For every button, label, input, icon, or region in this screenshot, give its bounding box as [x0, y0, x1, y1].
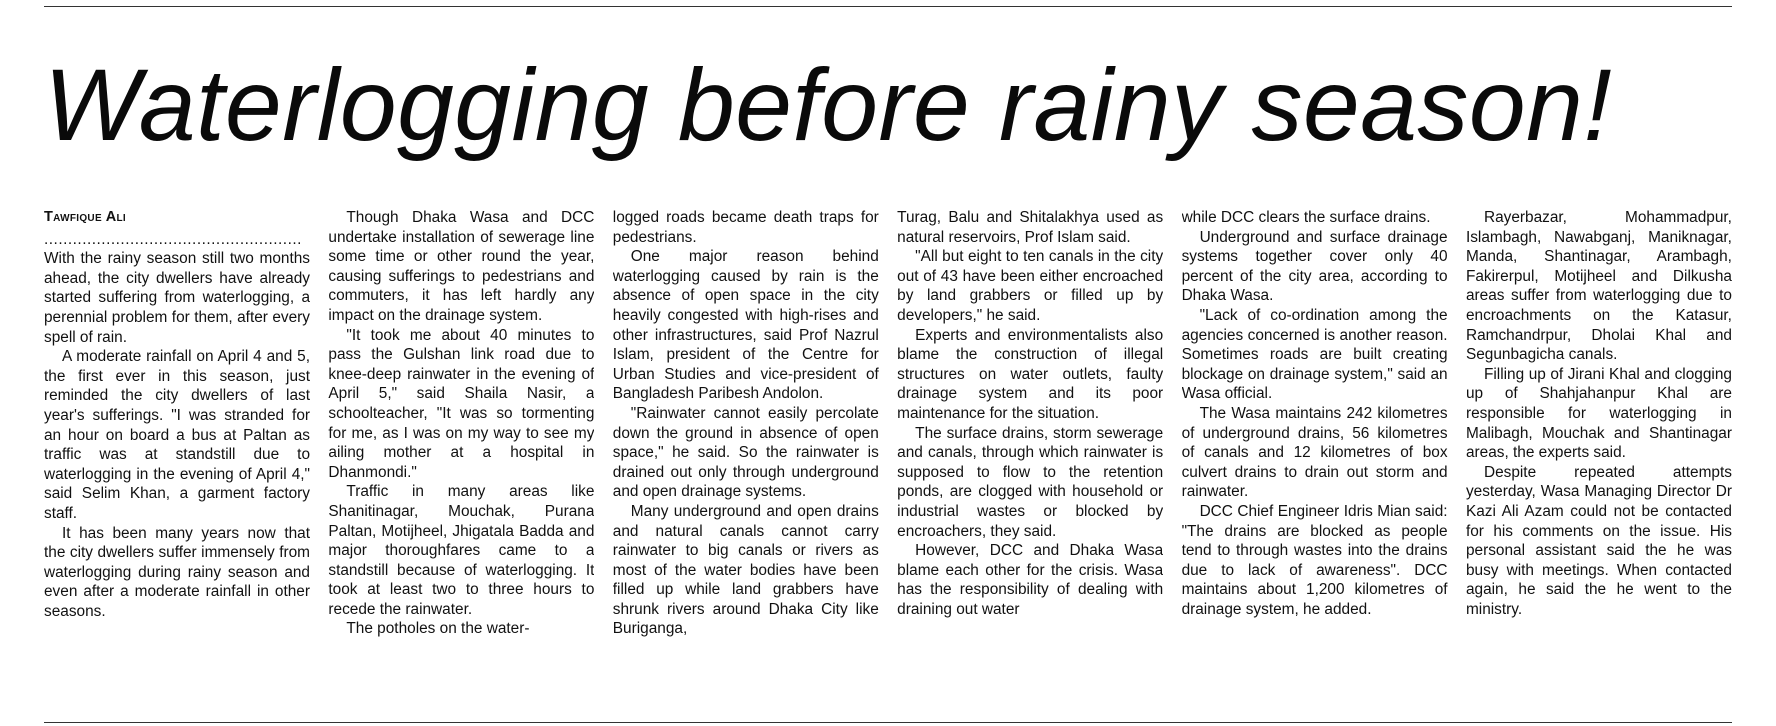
paragraph: Turag, Balu and Shitalakhya used as natural reservoirs, Prof Islam said. — [897, 209, 1164, 246]
paragraph: Despite repeated attempts yesterday, Wasa Managing Director Dr Kazi Ali Azam could not be contacted for his comments on the issue. His personal assistant said the he was busy with meetings. When contacted again, he said the he went to the ministry. — [1465, 463, 1732, 618]
paragraph: However, DCC and Dhaka Wasa blame each other for the crisis. Wasa has the responsibility of dealing with draining out water — [897, 542, 1164, 618]
article-column-4 — [897, 208, 1163, 692]
article-column-5 — [1182, 208, 1448, 692]
paragraph: Rayerbazar, Mohammadpur, Islambagh, Nawabganj, Maniknagar, Manda, Shantinagar, Arambagh, Fakirerpul, Motijheel and Dilkusha areas suffer from waterlogging due to encroachments on the Katasur, Ramchandrpur, Dholai Khal and Segunbagicha canals. — [1465, 209, 1732, 364]
article-column-1 — [44, 208, 310, 692]
paragraph: The Wasa maintains 242 kilometres of underground drains, 56 kilometres of canals and 12 kilometres of box culvert drains to drain out storm and rainwater. — [1181, 404, 1448, 501]
paragraph: One major reason behind waterlogging caused by rain is the absence of open space in the city heavily congested with high-rises and other infrastructures, said Prof Nazrul Islam, president of the Centre for Urban Studies and vice-president of Bangladesh Paribesh Andolon. — [612, 248, 879, 403]
byline: Tawfique Ali — [44, 209, 126, 225]
article-columns — [44, 208, 1732, 692]
paragraph: Filling up of Jirani Khal and clogging up of Shahjahanpur Khal are responsible for waterlogging in Malibagh, Mouchak and Shantinagar areas, the experts said. — [1465, 365, 1732, 462]
byline-separator: ...................................................... — [44, 230, 302, 248]
paragraph: A moderate rainfall on April 4 and 5, the first ever in this season, just reminded the city dwellers of last year's sufferings. "I was stranded for an hour on board a bus at Paltan as traffic was at standstill due to waterlogging in the evening of April 4," said Selim Khan, a garment factory staff. — [44, 348, 310, 522]
paragraph: Traffic in many areas like Shanitinagar, Mouchak, Purana Paltan, Motijheel, Jhigatala Badda and major thoroughfares came to a standstill because of waterlogging. It took at least two to three hours to recede the rainwater. — [328, 483, 595, 618]
paragraph: "Lack of co-ordination among the agencies concerned is another reason. Sometimes roads are built creating blockage on drainage system," said an Wasa official. — [1181, 306, 1448, 403]
paragraph: Experts and environmentalists also blame the construction of illegal structures on water outlets, faulty drainage system and its poor maintenance for the situation. — [897, 326, 1164, 422]
paragraph: Underground and surface drainage systems together cover only 40 percent of the city area, according to Dhaka Wasa. — [1181, 228, 1448, 305]
paragraph: Many underground and open drains and natural canals cannot carry rainwater to big canals or rivers as most of the water bodies have been filled up while land grabbers have shrunk rivers around Dhaka City like Buriganga, — [612, 502, 879, 638]
bottom-rule — [44, 722, 1732, 723]
paragraph: while DCC clears the surface drains. — [1181, 209, 1431, 226]
article-column-6 — [1466, 208, 1732, 692]
paragraph: With the rainy season still two months ahead, the city dwellers have already started suffering from waterlogging, a perennial problem for them, after every spell of rain. — [44, 250, 310, 346]
paragraph: The surface drains, storm sewerage and canals, through which rainwater is supposed to flow to the retention ponds, are clogged with household or industrial wastes or blocked by encroachers, they said. — [897, 424, 1164, 540]
article-column-3 — [613, 208, 879, 692]
paragraph: It has been many years now that the city dwellers suffer immensely from waterlogging during rainy season and even after a moderate rainfall in other seasons. — [44, 524, 310, 620]
paragraph: Though Dhaka Wasa and DCC undertake installation of sewerage line some time or other round the year, causing sufferings to pedestrians and commuters, it has left hardly any impact on the drainage system. — [328, 209, 595, 324]
paragraph: DCC Chief Engineer Idris Mian said: "The drains are blocked as people tend to through wastes into the drains due to lack of awareness". DCC maintains about 1,200 kilometres of drainage system, he added. — [1181, 502, 1448, 618]
paragraph: logged roads became death traps for pedestrians. — [612, 209, 879, 246]
top-rule — [44, 6, 1732, 7]
paragraph: The potholes on the water- — [346, 620, 530, 638]
headline: Waterlogging before rainy season! — [44, 48, 1613, 162]
paragraph: "All but eight to ten canals in the city out of 43 have been either encroached by land grabbers or filled up by developers," he said. — [897, 248, 1164, 324]
article-column-2 — [328, 208, 594, 692]
paragraph: "Rainwater cannot easily percolate down the ground in absence of open space," he said. So the rainwater is drained out only through underground and open drainage systems. — [612, 404, 879, 501]
paragraph: "It took me about 40 minutes to pass the Gulshan link road due to knee-deep rainwater in the evening of April 5," said Shaila Nasir, a schoolteacher, "It was so tormenting for me, as I was on my way to see my ailing mother at a hospital in Dhanmondi." — [328, 326, 595, 481]
